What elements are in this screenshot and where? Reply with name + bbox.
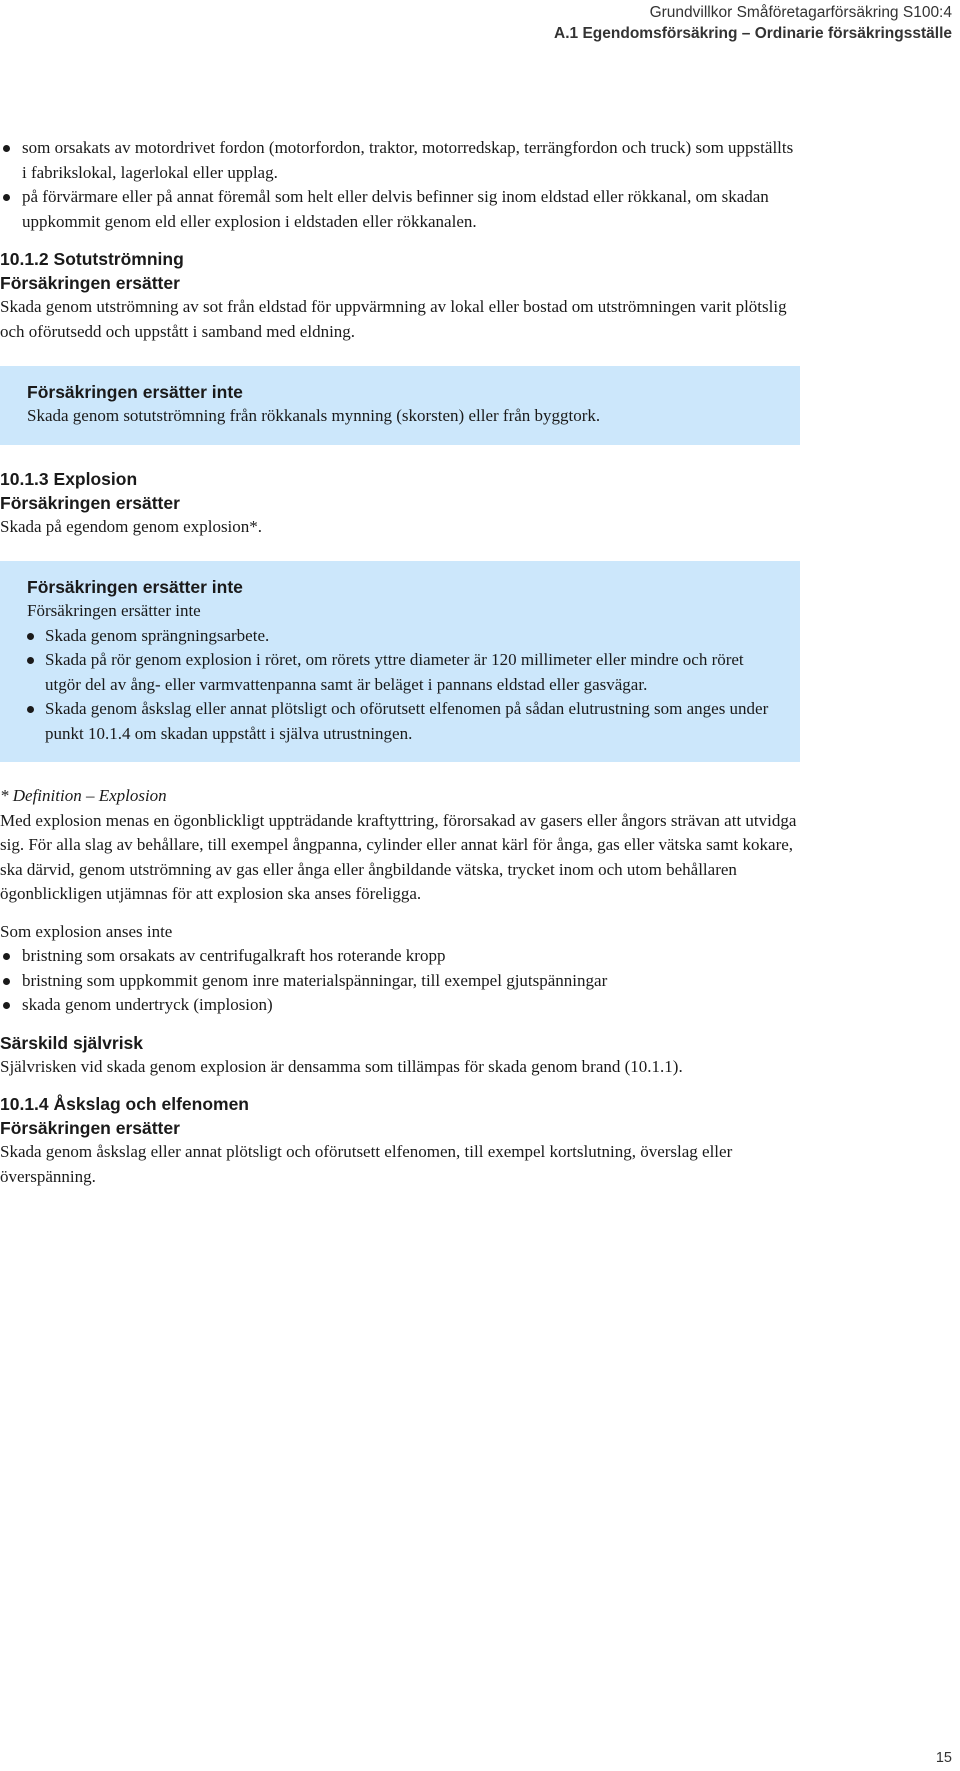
list-item: skada genom undertryck (implosion) <box>0 993 800 1018</box>
list-item: Skada på rör genom explosion i röret, om rörets yttre diameter är 120 millimeter eller mindre och röret utgör del av ång- eller varmvattenpanna samt är beläget i pannans eldstad eller gasvägar. <box>27 648 772 697</box>
not-explosion <box>0 920 800 1018</box>
page-number: 15 <box>935 1750 952 1766</box>
section-heading: 10.1.4 Åskslag och elfenomen <box>0 1094 249 1114</box>
exclusion-heading: Försäkringen ersätter inte <box>27 577 243 597</box>
section-subheading: Försäkringen ersätter <box>0 492 180 513</box>
list-item: Skada genom sprängningsarbete. <box>27 624 772 649</box>
deductible-heading: Särskild självrisk <box>0 1032 144 1053</box>
definition-text: Med explosion menas en ögonblickligt uppträdande kraftyttring, förorsakad av gasers eller ångors strävan att utvidga sig. För alla slag av behållare, till exempel ångpanna, cylinder eller annat kärl för ånga, gas eller vätska samt kokare, ska därvid, genom utströmning av gas eller ånga eller ångbildande vätska, trycket inom och utom behållaren ögonblickligen utjämnas för att explosion ska anses föreligga. <box>0 810 797 903</box>
section-text: Skada genom åskslag eller annat plötsligt och oförutsett elfenomen, till exempel kortslutning, överslag eller överspänning. <box>0 1142 733 1186</box>
exclusion-box-explosion <box>0 561 800 762</box>
section-subheading: Försäkringen ersätter <box>0 273 180 293</box>
page-content <box>0 136 800 1189</box>
section-subheading: Försäkringen ersätter <box>0 1118 180 1138</box>
intro-bullet-list <box>0 136 800 234</box>
page-header <box>554 2 952 44</box>
list-item: bristning som orsakats av centrifugalkraft hos roterande kropp <box>0 944 800 969</box>
exclusion-text: Skada genom sotutströmning från rökkanals mynning (skorsten) eller från byggtork. <box>27 406 601 425</box>
header-document-title: Grundvillkor Småföretagarförsäkring S100:4 <box>649 4 952 21</box>
section-10-1-4 <box>0 1092 800 1189</box>
deductible-text: Självrisken vid skada genom explosion är densamma som tillämpas för skada genom brand (10.1.1). <box>0 1056 683 1076</box>
not-explosion-bullet-list <box>0 944 800 1018</box>
section-10-1-3 <box>0 467 800 540</box>
exclusion-heading: Försäkringen ersätter inte <box>27 382 243 402</box>
list-item: på förvärmare eller på annat föremål som helt eller delvis befinner sig inom eldstad eller rökkanal, om skadan uppkommit genom eld eller explosion i eldstaden eller rökkanalen. <box>0 185 800 234</box>
exclusion-box-soot <box>0 366 800 445</box>
list-item: Skada genom åskslag eller annat plötsligt och oförutsett elfenomen på sådan elutrustning som anges under punkt 10.1.4 om skadan uppstått i själva utrustningen. <box>27 697 772 746</box>
section-heading: 10.1.3 Explosion <box>0 468 138 489</box>
special-deductible <box>0 1031 800 1080</box>
section-heading: 10.1.2 Sotutströmning <box>0 249 184 269</box>
header-section-title: A.1 Egendomsförsäkring – Ordinarie försäkringsställe <box>554 25 952 42</box>
list-item: bristning som uppkommit genom inre materialspänningar, till exempel gjutspänningar <box>0 969 800 994</box>
definition-title: * Definition – Explosion <box>0 786 167 805</box>
section-text: Skada genom utströmning av sot från eldstad för uppvärmning av lokal eller bostad om utströmningen varit plötslig och oförutsedd och uppstått i samband med eldning. <box>0 297 787 341</box>
list-item: som orsakats av motordrivet fordon (motorfordon, traktor, motorredskap, terrängfordon och truck) som uppställts i fabrikslokal, lagerlokal eller upplag. <box>0 136 800 185</box>
section-10-1-2 <box>0 247 800 344</box>
definition-explosion <box>0 784 800 907</box>
section-text: Skada på egendom genom explosion*. <box>0 516 263 536</box>
exclusion-intro: Försäkringen ersätter inte <box>27 601 201 620</box>
exclusion-bullet-list <box>27 624 772 747</box>
not-explosion-intro: Som explosion anses inte <box>0 921 173 941</box>
